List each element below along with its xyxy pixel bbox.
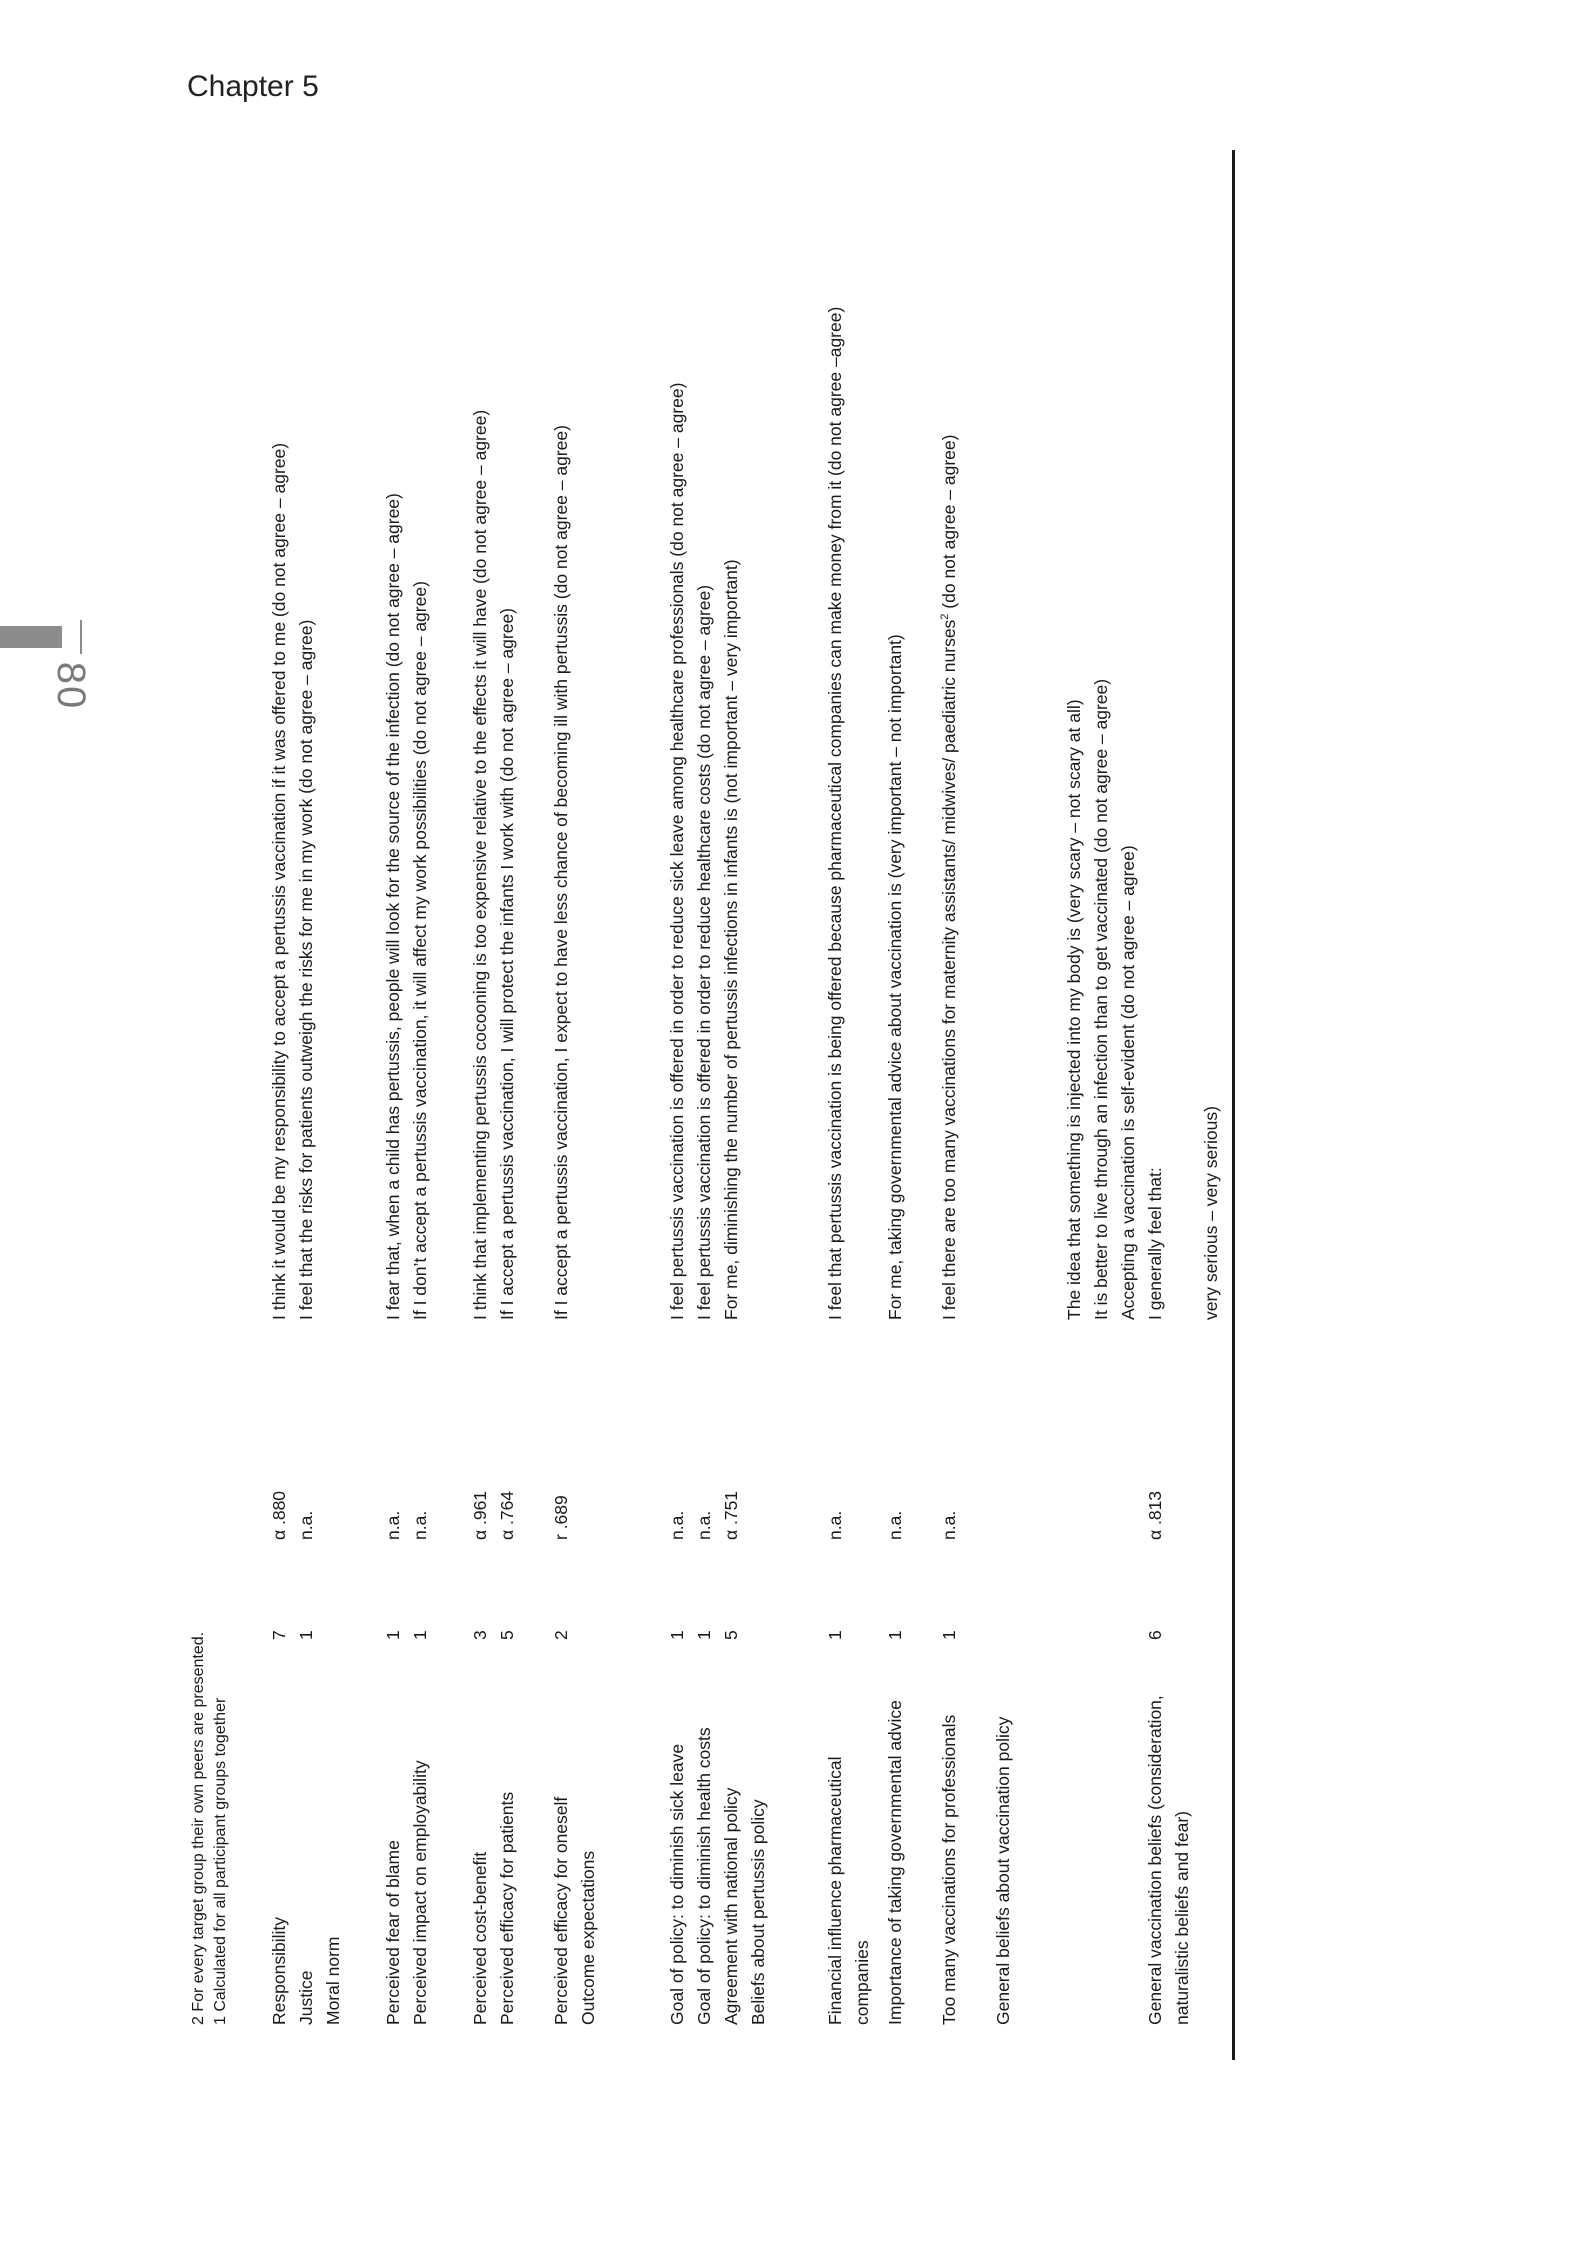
item-count: 1	[939, 1630, 959, 1640]
section-heading: Moral norm	[323, 1936, 343, 2025]
reliability: α .813	[1145, 1490, 1165, 1540]
reliability: n.a.	[296, 1510, 316, 1540]
item-count: 2	[551, 1630, 571, 1640]
item-count: 1	[296, 1630, 316, 1640]
variable-name: Perceived cost-benefit	[470, 1851, 490, 2025]
item-count: 6	[1145, 1630, 1165, 1640]
variable-name: Goal of policy: to diminish sick leave	[667, 1743, 687, 2025]
question-text: For me, diminishing the number of pertussis infections in infants is (not important – very important)	[721, 559, 741, 1320]
reliability: n.a.	[885, 1510, 905, 1540]
item-count: 1	[885, 1630, 905, 1640]
question-text: If I accept a pertussis vaccination, I expect to have less chance of becoming ill with pertussis (do not agree – agree)	[551, 425, 571, 1320]
table-rule	[1232, 150, 1235, 2060]
reliability: α .961	[470, 1490, 490, 1540]
question-text: It is better to live through an infection than to get vaccinated (do not agree – agree)	[1091, 678, 1111, 1320]
item-count: 1	[825, 1630, 845, 1640]
question-text: I think it would be my responsibility to accept a pertussis vaccination if it was offered to me (do not agree – agree)	[269, 442, 289, 1320]
footnote-2: 2 For every target group their own peers are presented.	[190, 1631, 207, 2025]
question-text: very serious – very serious)	[1201, 1106, 1221, 1320]
variable-name: Perceived efficacy for patients	[497, 1791, 517, 2025]
page-number: 80	[49, 661, 93, 711]
variable-name: Goal of policy: to diminish health costs	[694, 1727, 714, 2025]
reliability: r .689	[551, 1495, 571, 1540]
question-text: I feel that the risks for patients outweigh the risks for me in my work (do not agree – agree)	[296, 619, 316, 1320]
question-text: If I don’t accept a pertussis vaccination, it will affect my work possibilities (do not agree – agree)	[410, 581, 430, 1320]
item-count: 5	[721, 1630, 741, 1640]
item-count: 3	[470, 1630, 490, 1640]
item-count: 1	[410, 1630, 430, 1640]
variable-name: General vaccination beliefs (consideration, naturalistic beliefs and fear)	[1145, 1695, 1192, 2025]
variable-name: Financial influence pharmaceutical companies	[825, 1756, 872, 2025]
footnote-1: 1 Calculated for all participant groups together	[212, 1697, 229, 2025]
item-count: 7	[269, 1630, 289, 1640]
reliability: n.a.	[825, 1510, 845, 1540]
question-text: I generally feel that:	[1145, 1167, 1165, 1320]
rotated-table	[180, 150, 1240, 2060]
question-text: The idea that something is injected into my body is (very scary – not scary at all)	[1064, 699, 1084, 1320]
item-count: 1	[383, 1630, 403, 1640]
question-text: I feel pertussis vaccination is offered in order to reduce sick leave among healthcare professionals (do not agree – agree)	[667, 382, 687, 1320]
reliability: n.a.	[939, 1510, 959, 1540]
item-count: 1	[694, 1630, 714, 1640]
variable-name: Agreement with national policy	[721, 1787, 741, 2025]
question-text: If I accept a pertussis vaccination, I will protect the infants I work with (do not agree – agree)	[497, 607, 517, 1320]
variable-name: Importance of taking governmental advice	[885, 1700, 905, 2025]
variable-name: Perceived fear of blame	[383, 1840, 403, 2025]
reliability: α .880	[269, 1490, 289, 1540]
reliability: α .751	[721, 1490, 741, 1540]
section-heading: Outcome expectations	[578, 1850, 598, 2025]
question-text: I feel there are too many vaccinations for maternity assistants/ midwives/ paediatric nurses$^2$ (do not agree – agree)	[939, 434, 959, 1320]
page-tab-line	[80, 620, 82, 654]
chapter-label: Chapter 5	[187, 70, 319, 103]
question-text: I feel that pertussis vaccination is being offered because pharmaceutical companies can make money from it (do not agree –agree)	[825, 306, 845, 1320]
reliability: n.a.	[694, 1510, 714, 1540]
question-text: For me, taking governmental advice about vaccination is (very important – not important)	[885, 634, 905, 1320]
question-text: I fear that, when a child has pertussis, people will look for the source of the infection (do not agree – agree)	[383, 493, 403, 1320]
variable-name: Responsibility	[269, 1917, 289, 2025]
variable-name: Perceived efficacy for oneself	[551, 1796, 571, 2025]
question-text: Accepting a vaccination is self-evident (do not agree – agree)	[1118, 845, 1138, 1320]
reliability: n.a.	[667, 1510, 687, 1540]
page-tab-marker	[0, 626, 62, 648]
variable-name: Perceived impact on employability	[410, 1760, 430, 2025]
question-text: I think that implementing pertussis cocooning is too expensive relative to the effects it will have (do not agree – agree)	[470, 409, 490, 1320]
section-heading: Beliefs about pertussis policy	[748, 1799, 768, 2025]
reliability: n.a.	[410, 1510, 430, 1540]
variable-name: Too many vaccinations for professionals	[939, 1714, 959, 2025]
item-count: 1	[667, 1630, 687, 1640]
reliability: α .764	[497, 1490, 517, 1540]
table	[180, 150, 1240, 2060]
reliability: n.a.	[383, 1510, 403, 1540]
question-text: I feel pertussis vaccination is offered in order to reduce healthcare costs (do not agree – agree)	[694, 584, 714, 1320]
item-count: 5	[497, 1630, 517, 1640]
variable-name: Justice	[296, 1970, 316, 2025]
section-heading: General beliefs about vaccination policy	[993, 1716, 1013, 2025]
